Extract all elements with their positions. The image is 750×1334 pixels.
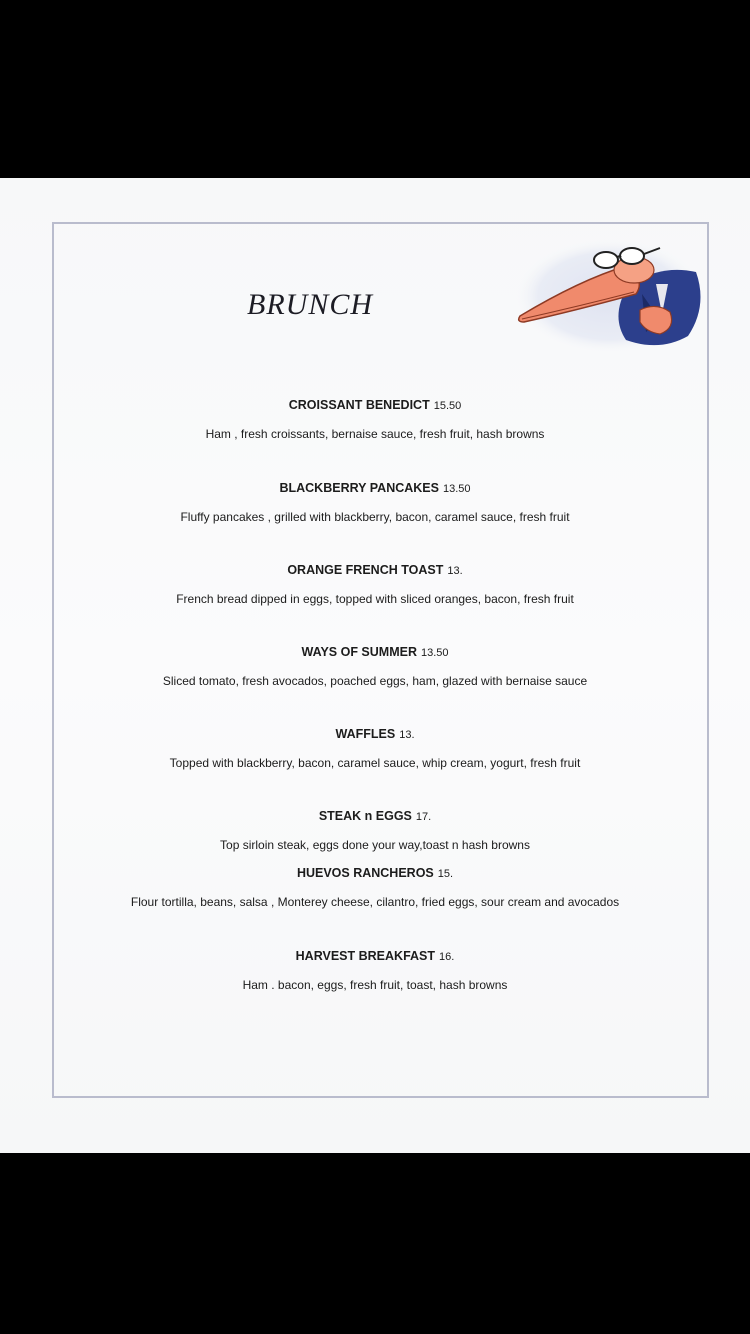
menu-item <box>0 949 750 992</box>
item-name: ORANGE FRENCH TOAST <box>287 563 444 577</box>
item-name: HUEVOS RANCHEROS <box>296 866 434 880</box>
item-name: WAFFLES <box>335 727 396 741</box>
menu-item <box>0 563 750 606</box>
menu-item <box>0 809 750 852</box>
item-description: French bread dipped in eggs, topped with sliced oranges, bacon, fresh fruit <box>176 592 574 606</box>
menu-item <box>0 398 750 441</box>
item-description: Fluffy pancakes , grilled with blackberry, bacon, caramel sauce, fresh fruit <box>180 510 570 524</box>
item-price: 13.50 <box>442 483 471 495</box>
item-name: CROISSANT BENEDICT <box>288 398 430 412</box>
item-name: WAYS OF SUMMER <box>301 645 417 659</box>
item-price: 13. <box>399 729 415 741</box>
item-name: HARVEST BREAKFAST <box>295 949 436 963</box>
menu-page <box>0 178 750 1153</box>
menu-item <box>0 645 750 688</box>
item-name: BLACKBERRY PANCAKES <box>279 481 439 495</box>
item-description: Top sirloin steak, eggs done your way,toast n hash browns <box>220 838 530 852</box>
pelican-with-sunglasses-icon <box>510 236 706 354</box>
item-description: Ham , fresh croissants, bernaise sauce, fresh fruit, hash browns <box>205 427 545 441</box>
item-price: 13. <box>447 565 463 577</box>
item-description: Topped with blackberry, bacon, caramel sauce, whip cream, yogurt, fresh fruit <box>169 756 581 770</box>
item-description: Flour tortilla, beans, salsa , Monterey cheese, cilantro, fried eggs, sour cream and avocados <box>130 895 620 909</box>
item-price: 17. <box>415 811 432 823</box>
item-price: 13.50 <box>421 647 449 659</box>
item-price: 15.50 <box>433 400 462 412</box>
item-description: Ham . bacon, eggs, fresh fruit, toast, hash browns <box>242 978 508 992</box>
menu-title: BRUNCH <box>247 288 373 321</box>
menu-item <box>0 727 750 770</box>
item-price: 16. <box>439 951 455 963</box>
menu-item <box>0 481 750 524</box>
item-description: Sliced tomato, fresh avocados, poached eggs, ham, glazed with bernaise sauce <box>162 674 588 688</box>
item-price: 15. <box>437 868 454 880</box>
item-name: STEAK n EGGS <box>318 809 412 823</box>
menu-item <box>0 866 750 909</box>
